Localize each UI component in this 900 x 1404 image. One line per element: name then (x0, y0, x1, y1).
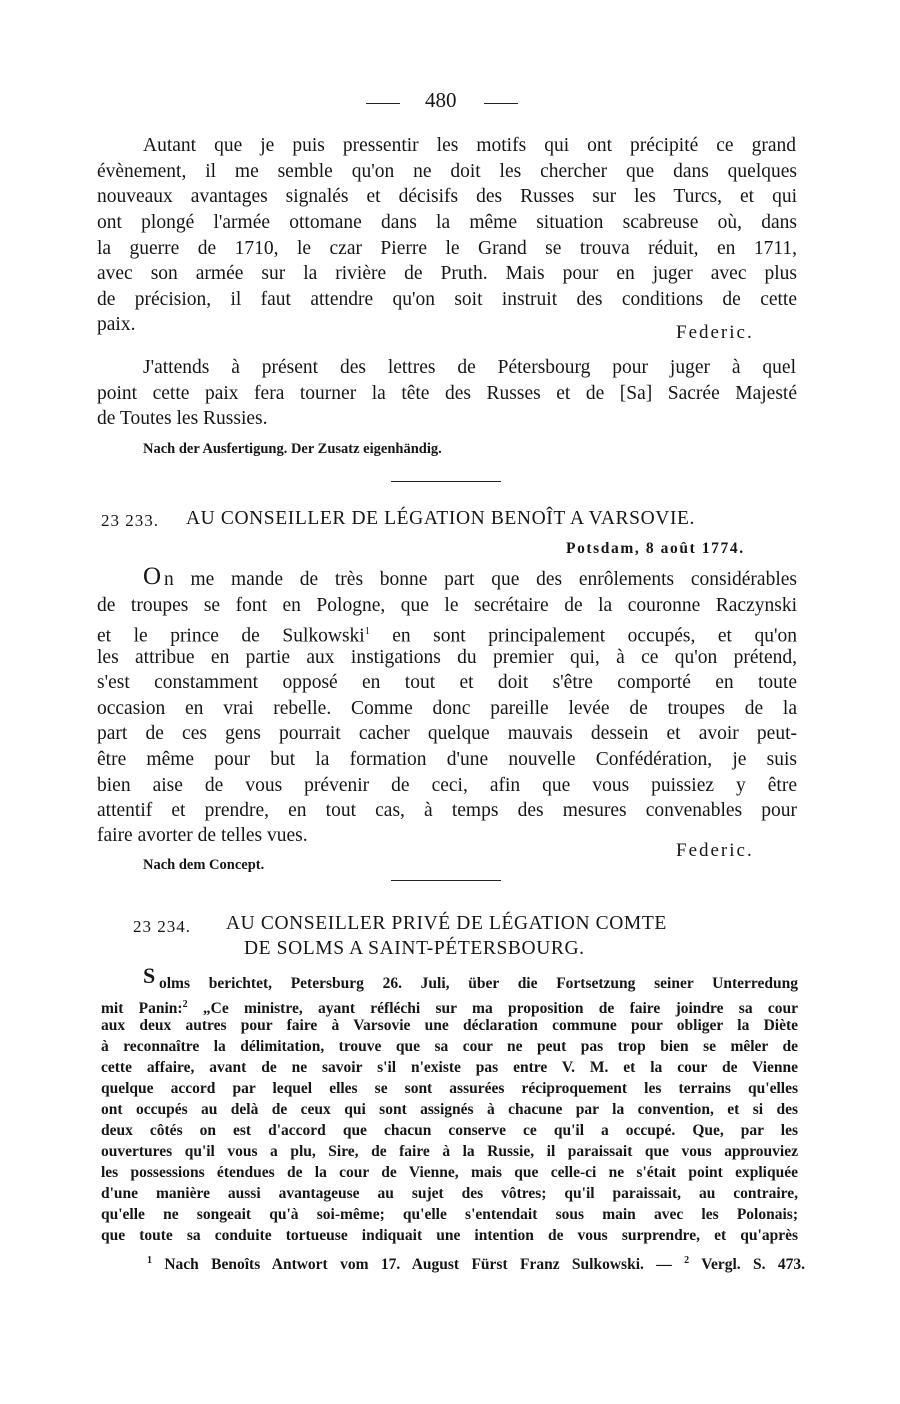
body-line: paix. (97, 314, 136, 335)
summary-line: olms berichtet, Petersburg 26. Juli, über die Fortsetzung seiner Unterredung (159, 975, 798, 992)
signature: Federic. (676, 840, 754, 861)
footnote-text: Vergl. S. 473. (701, 1256, 805, 1274)
summary-line: les possessions étendues de la cour de Vienne, mais que celle-ci ne s'était point expliquée (101, 1164, 798, 1181)
footnote-mark: 2 (684, 1255, 690, 1266)
footnote-ref: 2 (182, 999, 188, 1010)
body-line: Autant que je puis pressentir les motifs qui ont précipité ce grand (143, 135, 796, 156)
dropcap: O (143, 563, 162, 590)
body-line: ont plongé l'armée ottomane dans la même situation scabreuse où, dans (97, 212, 797, 233)
letter-heading: AU CONSEILLER DE LÉGATION BENOÎT A VARSOVIE. (186, 508, 696, 529)
body-line: de troupes se font en Pologne, que le secrétaire de la couronne Raczynski (97, 595, 797, 616)
letter-number: 23 234. (133, 917, 191, 936)
place-date: Potsdam, 8 août 1774. (566, 540, 745, 557)
body-line: faire avorter de telles vues. (97, 825, 308, 846)
summary-line: ouvertures qu'il vous a plu, Sire, de faire à la Russie, il paraissait que vous approuviez (101, 1143, 798, 1160)
body-text: et le prince de Sulkowski (97, 625, 365, 647)
body-line: être même pour but la formation d'une nouvelle Confédération, je suis (97, 749, 797, 770)
body-line: occasion en vrai rebelle. Comme donc pareille levée de troupes de la (97, 698, 797, 719)
summary-line: deux côtés on est d'accord que chacun conserve ce qu'il a occupé. Que, par les (101, 1122, 798, 1139)
signature: Federic. (676, 322, 754, 343)
body-line: la guerre de 1710, le czar Pierre le Grand se trouva réduit, en 1711, (97, 238, 797, 259)
footnote-ref: 1 (364, 626, 370, 637)
summary-line: quelque accord par lequel elles se sont assurées réciproquement les terrains qu'elles (101, 1080, 798, 1097)
source-note: Nach dem Concept. (143, 857, 265, 873)
summary-line: ont occupés au delà de ceux qui sont assignés à chacune par la convention, et si des (101, 1101, 798, 1118)
page-number: 480 (425, 88, 457, 112)
body-line: J'attends à présent des lettres de Pétersbourg pour juger à quel (143, 357, 796, 378)
body-line: les attribue en partie aux instigations du premier qui, à ce qu'on prétend, (97, 647, 797, 668)
body-line: bien aise de vous prévenir de ceci, afin que vous puissiez y être (97, 775, 797, 796)
letter-heading: AU CONSEILLER PRIVÉ DE LÉGATION COMTE (226, 913, 667, 934)
summary-text: „Ce ministre, ayant réfléchi sur ma proposition de faire joindre sa cour (202, 1000, 798, 1018)
body-line: avec son armée sur la rivière de Pruth. Mais pour en juger avec plus (97, 263, 797, 284)
footnote-mark: 1 (147, 1255, 152, 1266)
body-line: s'est constamment opposé en tout et doit s'être comporté en toute (97, 672, 797, 693)
body-line: de Toutes les Russies. (97, 408, 268, 429)
dropcap: S (143, 963, 156, 988)
body-line: n me mande de très bonne part que des enrôlements considérables (164, 569, 797, 590)
footnote-text: Nach Benoîts Antwort vom 17. August Fürst Franz Sulkowski. — (164, 1256, 672, 1274)
section-divider (391, 481, 501, 482)
body-text: en sont principalement occupés, et qu'on (392, 625, 797, 647)
summary-line: d'une manière aussi avantageuse au sujet des vôtres; qu'il paraissait, au contraire, (101, 1185, 798, 1202)
body-line: de précision, il faut attendre qu'on soit instruit des conditions de cette (97, 289, 797, 310)
summary-line: qu'elle ne songeait qu'à soi-même; qu'elle s'entendait sous main avec les Polonais; (101, 1206, 798, 1223)
letter-heading-line2: DE SOLMS A SAINT-PÉTERSBOURG. (244, 938, 585, 959)
body-line: nouveaux avantages signalés et décisifs des Russes sur les Turcs, et qui (97, 186, 797, 207)
body-line: évènement, il me semble qu'on ne doit les chercher que dans quelques (97, 161, 797, 182)
letter-number: 23 233. (101, 511, 159, 530)
summary-line: aux deux autres pour faire à Varsovie une déclaration commune pour obliger la Diète (101, 1017, 798, 1034)
summary-line: cette affaire, avant de ne savoir s'il n'existe pas entre V. M. et la cour de Vienne (101, 1059, 798, 1076)
section-divider (391, 880, 501, 881)
body-line: attentif et prendre, en tout cas, à temps des mesures convenables pour (97, 800, 797, 821)
source-note: Nach der Ausfertigung. Der Zusatz eigenhändig. (143, 441, 442, 457)
footnotes (147, 1255, 805, 1274)
header-rule-right (484, 103, 518, 104)
body-line: part de ces gens pourrait cacher quelque mauvais dessein et avoir peut- (97, 723, 797, 744)
summary-line: à reconnaître la délimitation, trouve que sa cour ne peut pas trop bien se mêler de (101, 1038, 798, 1055)
body-line: point cette paix fera tourner la tête des Russes et de [Sa] Sacrée Majesté (97, 383, 797, 404)
summary-text: mit Panin: (101, 1000, 183, 1018)
header-rule-left (366, 103, 400, 104)
summary-line: que toute sa conduite tortueuse indiquait une intention de vous surprendre, et qu'après (101, 1227, 798, 1244)
